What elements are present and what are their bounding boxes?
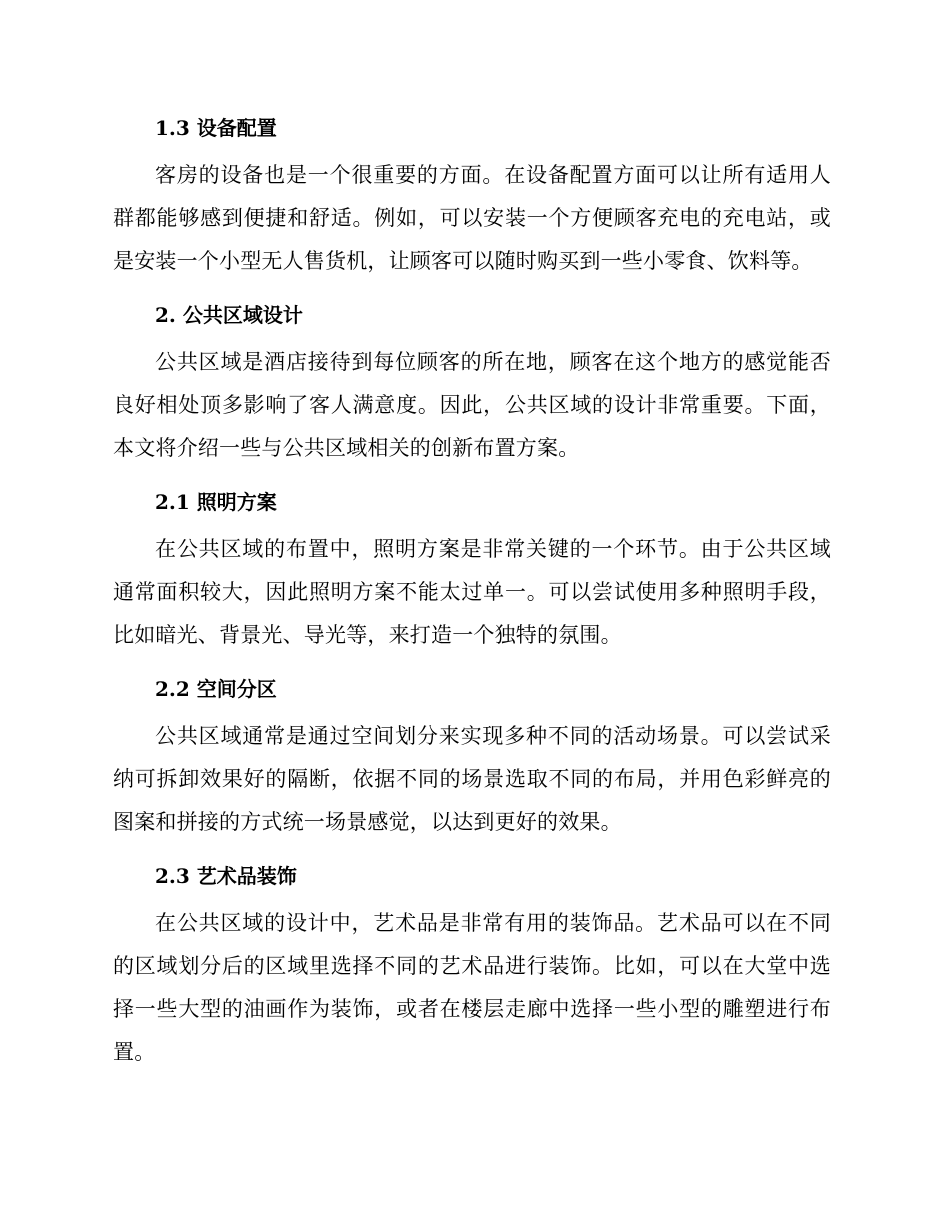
section-heading-1-3: 1.3 设备配置: [155, 116, 277, 140]
section-paragraph-2-1: 在公共区域的布置中，照明方案是非常关键的一个环节。由于公共区域通常面积较大，因此照明方案不能太过单一。可以尝试使用多种照明手段，比如暗光、背景光、导光等，来打造一个独特的氛围。: [113, 537, 831, 647]
section-paragraph-1-3: 客房的设备也是一个很重要的方面。在设备配置方面可以让所有适用人群都能够感到便捷和舒适。例如，可以安装一个方便顾客充电的充电站，或是安装一个小型无人售货机，让顾客可以随时购买到一些小零食、饮料等。: [113, 163, 831, 273]
section-heading-2: 2. 公共区域设计: [155, 303, 303, 327]
section-paragraph-2-3: 在公共区域的设计中，艺术品是非常有用的装饰品。艺术品可以在不同的区域划分后的区域里选择不同的艺术品进行装饰。比如，可以在大堂中选择一些大型的油画作为装饰，或者在楼层走廊中选择一些小型的雕塑进行布置。: [113, 911, 831, 1064]
section-paragraph-2: 公共区域是酒店接待到每位顾客的所在地，顾客在这个地方的感觉能否良好相处顶多影响了客人满意度。因此，公共区域的设计非常重要。下面，本文将介绍一些与公共区域相关的创新布置方案。: [113, 350, 831, 460]
section-heading-2-2: 2.2 空间分区: [155, 677, 277, 701]
section-heading-2-1: 2.1 照明方案: [155, 490, 277, 514]
document-body: [113, 108, 831, 1074]
section-paragraph-2-2: 公共区域通常是通过空间划分来实现多种不同的活动场景。可以尝试采纳可拆卸效果好的隔断，依据不同的场景选取不同的布局，并用色彩鲜亮的图案和拼接的方式统一场景感觉，以达到更好的效果。: [113, 724, 831, 834]
section-heading-2-3: 2.3 艺术品装饰: [155, 864, 297, 888]
